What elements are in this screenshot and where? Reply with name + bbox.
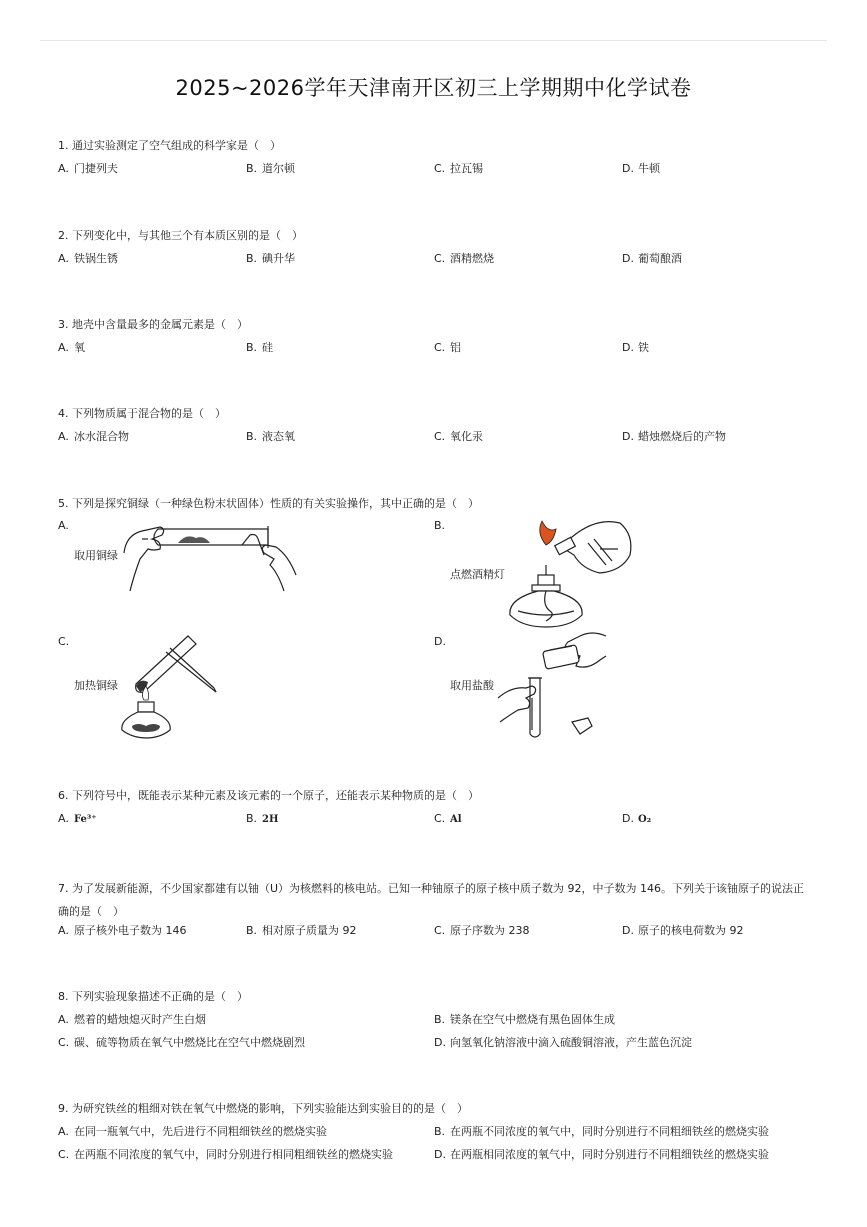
question-8-options-row2 — [58, 1035, 810, 1050]
question-1 — [58, 138, 810, 153]
option-a[interactable]: A. 在同一瓶氧气中，先后进行不同粗细铁丝的燃烧实验 — [58, 1125, 327, 1138]
figure-a-letter[interactable]: A. — [58, 519, 69, 532]
heating-test-tube-illustration — [118, 630, 220, 740]
option-b[interactable]: B. 道尔顿 — [246, 162, 295, 175]
figure-c-letter[interactable]: C. — [58, 635, 70, 648]
option-b[interactable]: B. 硅 — [246, 341, 273, 354]
option-c[interactable]: C. 碳、硫等物质在氧气中燃烧比在空气中燃烧剧烈 — [58, 1036, 305, 1049]
option-a[interactable]: A. 铁锅生锈 — [58, 252, 118, 265]
option-d[interactable]: D. O₂ — [622, 812, 652, 825]
question-stem: 5. 下列是探究铜绿（一种绿色粉末状固体）性质的有关实验操作，其中正确的是（ ） — [58, 497, 479, 510]
option-b[interactable]: B. 液态氧 — [246, 430, 295, 443]
question-4 — [58, 406, 810, 421]
option-c[interactable]: C. 拉瓦锡 — [434, 162, 483, 175]
question-stem: 9. 为研究铁丝的粗细对铁在氧气中燃烧的影响，下列实验能达到实验目的的是（ ） — [58, 1102, 468, 1115]
question-2-options — [58, 251, 810, 266]
question-7-options — [58, 923, 810, 938]
question-4-options — [58, 429, 810, 444]
option-c[interactable]: C. 酒精燃烧 — [434, 252, 494, 265]
option-b[interactable]: B. 在两瓶不同浓度的氧气中，同时分别进行不同粗细铁丝的燃烧实验 — [434, 1125, 769, 1138]
option-d[interactable]: D. 葡萄酿酒 — [622, 252, 682, 265]
pouring-acid-illustration — [496, 626, 608, 742]
option-b[interactable]: B. 镁条在空气中燃烧有黑色固体生成 — [434, 1013, 615, 1026]
question-7 — [58, 877, 810, 923]
question-6-options — [58, 811, 810, 826]
header-divider — [40, 40, 827, 41]
option-d[interactable]: D. 蜡烛燃烧后的产物 — [622, 430, 726, 443]
option-a[interactable]: A. 燃着的蜡烛熄灭时产生白烟 — [58, 1013, 206, 1026]
option-a[interactable]: A. 冰水混合物 — [58, 430, 129, 443]
figure-c-caption: 加热铜绿 — [74, 679, 118, 692]
option-d[interactable]: D. 向氢氧化钠溶液中滴入硫酸铜溶液，产生蓝色沉淀 — [434, 1036, 692, 1049]
question-stem: 3. 地壳中含量最多的金属元素是（ ） — [58, 318, 248, 331]
question-9 — [58, 1101, 810, 1116]
figure-b-letter[interactable]: B. — [434, 519, 446, 532]
option-d[interactable]: D. 在两瓶相同浓度的氧气中，同时分别进行不同粗细铁丝的燃烧实验 — [434, 1148, 769, 1161]
option-d[interactable]: D. 牛顿 — [622, 162, 660, 175]
option-a[interactable]: A. 门捷列夫 — [58, 162, 118, 175]
question-stem: 2. 下列变化中，与其他三个有本质区别的是（ ） — [58, 229, 303, 242]
option-b[interactable]: B. 碘升华 — [246, 252, 295, 265]
question-6 — [58, 788, 810, 803]
question-3-options — [58, 340, 810, 355]
option-c[interactable]: C. Al — [434, 812, 462, 825]
question-1-options — [58, 161, 810, 176]
question-9-options-row1 — [58, 1124, 810, 1139]
option-b[interactable]: B. 2H — [246, 812, 279, 825]
figure-d-caption: 取用盐酸 — [450, 679, 494, 692]
figure-a-caption: 取用铜绿 — [74, 549, 118, 562]
test-tube-powder-illustration — [118, 515, 298, 593]
question-8 — [58, 989, 810, 1004]
question-9-options-row2 — [58, 1147, 810, 1162]
question-8-options-row1 — [58, 1012, 810, 1027]
option-d[interactable]: D. 铁 — [622, 341, 649, 354]
option-a[interactable]: A. Fe³⁺ — [58, 812, 97, 825]
question-stem: 4. 下列物质属于混合物的是（ ） — [58, 407, 226, 420]
figure-b-caption: 点燃酒精灯 — [450, 568, 505, 581]
question-3 — [58, 317, 810, 332]
option-a[interactable]: A. 原子核外电子数为 146 — [58, 924, 187, 937]
option-c[interactable]: C. 在两瓶不同浓度的氧气中，同时分别进行相同粗细铁丝的燃烧实验 — [58, 1148, 393, 1161]
alcohol-lamp-lighting-illustration — [502, 515, 640, 630]
option-c[interactable]: C. 铝 — [434, 341, 461, 354]
option-d[interactable]: D. 原子的核电荷数为 92 — [622, 924, 744, 937]
question-stem: 6. 下列符号中，既能表示某种元素及该元素的一个原子，还能表示某种物质的是（ ） — [58, 789, 479, 802]
question-5 — [58, 496, 810, 511]
question-stem: 1. 通过实验测定了空气组成的科学家是（ ） — [58, 139, 281, 152]
option-b[interactable]: B. 相对原子质量为 92 — [246, 924, 357, 937]
option-c[interactable]: C. 原子序数为 238 — [434, 924, 530, 937]
question-2 — [58, 228, 810, 243]
question-stem: 8. 下列实验现象描述不正确的是（ ） — [58, 990, 248, 1003]
figure-d-letter[interactable]: D. — [434, 635, 446, 648]
page-title: 2025~2026学年天津南开区初三上学期期中化学试卷 — [175, 76, 692, 100]
option-a[interactable]: A. 氧 — [58, 341, 85, 354]
option-c[interactable]: C. 氧化汞 — [434, 430, 483, 443]
question-stem: 7. 为了发展新能源，不少国家都建有以铀（U）为核燃料的核电站。已知一种铀原子的原子核中质子数为 92，中子数为 146。下列关于该铀原子的说法正确的是（ ） — [58, 882, 805, 918]
